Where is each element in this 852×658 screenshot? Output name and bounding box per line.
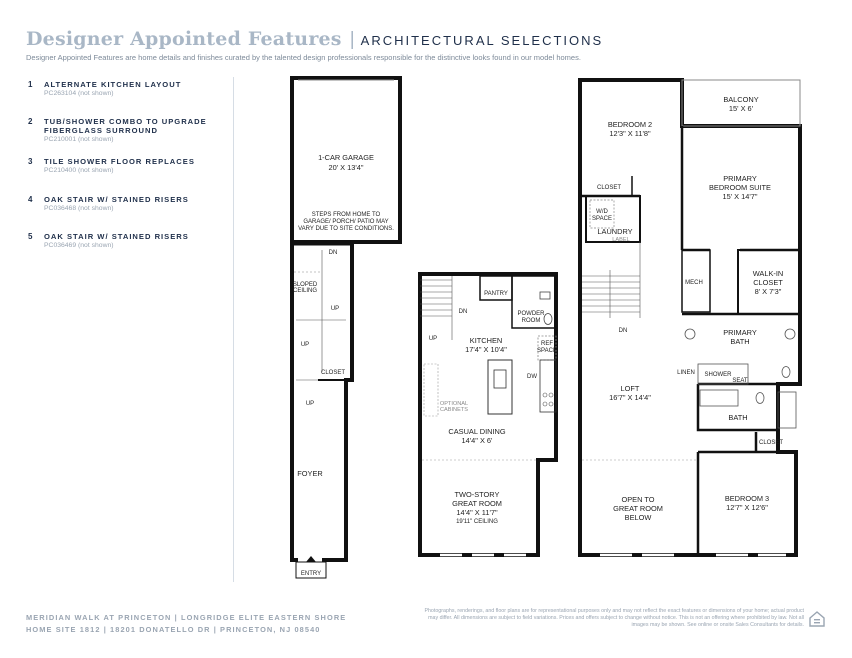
kitchen-stair-up-label: UP: [428, 336, 438, 342]
primary-bath-line1: PRIMARY: [723, 328, 757, 337]
garage-label: 1-CAR GARAGE: [318, 153, 374, 162]
great-room-line2: GREAT ROOM: [452, 499, 502, 508]
ref-space-line2: SPACE: [537, 348, 557, 354]
range-burners: [543, 393, 553, 406]
primary-toilet: [782, 367, 790, 378]
closet1-label: CLOSET: [596, 185, 622, 191]
linen-label: LINEN: [677, 370, 695, 376]
stair-up-label-2: UP: [300, 342, 310, 348]
great-room-dimensions: 14'4" X 11'7": [456, 508, 498, 517]
bath-tub: [778, 392, 796, 428]
primary-suite-dimensions: 15' X 14'7": [722, 192, 758, 201]
optional-cabinets-line1: OPTIONAL: [439, 401, 469, 407]
stair-up-label-1: UP: [330, 306, 340, 312]
sloped-ceiling-line2: CEILING: [292, 288, 318, 294]
second-floor-plan: [420, 274, 557, 555]
bedroom3-dimensions: 12'7" X 12'6": [726, 503, 768, 512]
feature-label: OAK STAIR W/ STAINED RISERS: [44, 232, 189, 241]
community-line: MERIDIAN WALK AT PRINCETON | LONGRIDGE ELITE EASTERN SHORE: [26, 613, 347, 622]
feature-number: 4: [28, 195, 33, 204]
upper-stair: [582, 242, 640, 318]
loft-dimensions: 16'7" X 14'4": [609, 393, 651, 402]
powder-room-line2: ROOM: [521, 318, 541, 324]
dining-label: CASUAL DINING: [448, 427, 506, 436]
upper-level-walls: [580, 80, 800, 555]
feature-label: TILE SHOWER FLOOR REPLACES: [44, 157, 195, 166]
disclaimer-text: Photographs, renderings, and floor plans are for representational purposes only and may not reflect the exact features or dimensions of your home; actual product may differ. All dimensions are subject to field variations. Prices and offers subject to change without notice. This is not an offering where prohibited by law. Not all images may be shown. See online or onsite Sales Consultants for details.: [424, 608, 804, 629]
page-title: Designer Appointed Features: [26, 28, 342, 50]
powder-sink: [540, 292, 550, 299]
feature-number: 2: [28, 117, 33, 126]
stair-up-label-3: UP: [305, 401, 315, 407]
bath-label: BATH: [728, 413, 748, 422]
third-floor-plan: [580, 80, 800, 555]
feature-code: PC263104 (not shown): [44, 90, 114, 97]
primary-sink-right: [785, 329, 795, 339]
loft-stair-dn-label: DN: [618, 328, 628, 334]
balcony-dimensions: 15' X 6': [728, 104, 754, 113]
laundry-sublabel: LABEL: [612, 237, 630, 243]
entry-label: ENTRY: [300, 571, 322, 577]
bedroom2-label: BEDROOM 2: [607, 120, 653, 129]
kitchen-sink: [494, 370, 506, 388]
bedroom3-label: BEDROOM 3: [724, 494, 770, 503]
walk-in-closet-line2: CLOSET: [753, 278, 783, 287]
loft-label: LOFT: [620, 384, 640, 393]
powder-room-line1: POWDER: [517, 311, 545, 317]
optional-cabinets-outline: [424, 364, 438, 416]
feature-code: PC210400 (not shown): [44, 167, 114, 174]
address-line: HOME SITE 1812 | 18201 DONATELLO DR | PRINCETON, NJ 08540: [26, 625, 321, 634]
stair-lines: [296, 250, 346, 380]
optional-cabinets-line2: CABINETS: [440, 407, 468, 413]
kitchen-stair-dn-label: DN: [458, 309, 468, 315]
dishwasher-label: DW: [527, 374, 537, 380]
feature-code: PC036468 (not shown): [44, 205, 114, 212]
primary-bath-line2: BATH: [730, 337, 750, 346]
feature-code: PC036469 (not shown): [44, 242, 114, 249]
garage-dimensions: 20' X 13'4": [328, 163, 364, 172]
wd-space-line2: SPACE: [592, 216, 612, 222]
primary-sink-left: [685, 329, 695, 339]
main-stair: [420, 276, 452, 340]
primary-suite-line2: BEDROOM SUITE: [708, 183, 772, 192]
first-floor-closet-label: CLOSET: [320, 370, 346, 376]
bath-vanity: [700, 390, 738, 406]
foyer-label: FOYER: [297, 469, 323, 478]
sloped-ceiling-line1: SLOPED: [292, 282, 318, 288]
open-to-below-line1: OPEN TO: [621, 495, 655, 504]
great-room-ceiling: 19'11" CEILING: [456, 519, 498, 525]
kitchen-label: KITCHEN: [469, 336, 503, 345]
steps-note-line2: GARAGE/ PORCH/ PATIO MAY: [303, 219, 389, 225]
primary-suite-line1: PRIMARY: [723, 174, 757, 183]
laundry-label: LAUNDRY: [597, 227, 633, 236]
intro-text: Designer Appointed Features are home details and finishes curated by the talented design professionals responsible for the distinctive looks found in our model homes.: [26, 53, 581, 62]
dining-dimensions: 14'4" X 6': [461, 436, 493, 445]
bedroom2-dimensions: 12'3" X 11'8": [609, 129, 651, 138]
closet2-label: CLOSET: [758, 440, 784, 446]
community-info: [26, 612, 346, 636]
entry-arrow: [306, 556, 316, 562]
steps-note-line3: VARY DUE TO SITE CONDITIONS.: [298, 226, 394, 232]
ref-space-line1: REF: [541, 341, 553, 347]
steps-note-line1: STEPS FROM HOME TO: [311, 212, 381, 218]
range-counter: [540, 360, 556, 412]
feature-code: PC210001 (not shown): [44, 136, 114, 143]
great-room-line1: TWO-STORY: [454, 490, 500, 499]
feature-label: OAK STAIR W/ STAINED RISERS: [44, 195, 189, 204]
first-floor-plan: [292, 78, 400, 578]
kitchen-island: [488, 360, 512, 414]
equal-housing-icon: [808, 610, 826, 628]
balcony-label: BALCONY: [723, 95, 759, 104]
bath-toilet: [756, 393, 764, 404]
open-to-below-line3: BELOW: [624, 513, 652, 522]
feature-number: 3: [28, 157, 33, 166]
title-separator: |: [349, 29, 355, 50]
garage-stair-dn-label: DN: [328, 250, 338, 256]
pantry-label: PANTRY: [484, 291, 508, 297]
open-to-below-line2: GREAT ROOM: [613, 504, 663, 513]
powder-toilet: [544, 314, 552, 325]
walk-in-closet-line1: WALK-IN: [752, 269, 784, 278]
feature-number: 1: [28, 80, 33, 89]
page-subtitle: ARCHITECTURAL SELECTIONS: [360, 33, 604, 48]
seat-label: SEAT: [732, 378, 748, 384]
feature-label: ALTERNATE KITCHEN LAYOUT: [44, 80, 182, 89]
feature-label: TUB/SHOWER COMBO TO UPGRADE FIBERGLASS SURROUND: [44, 117, 207, 135]
shower-label: SHOWER: [704, 372, 732, 378]
feature-number: 5: [28, 232, 33, 241]
wd-space-line1: W/D: [596, 209, 608, 215]
mech-label: MECH: [685, 280, 703, 286]
walk-in-closet-dimensions: 8' X 7'3": [754, 287, 782, 296]
kitchen-dimensions: 17'4" X 10'4": [465, 345, 507, 354]
